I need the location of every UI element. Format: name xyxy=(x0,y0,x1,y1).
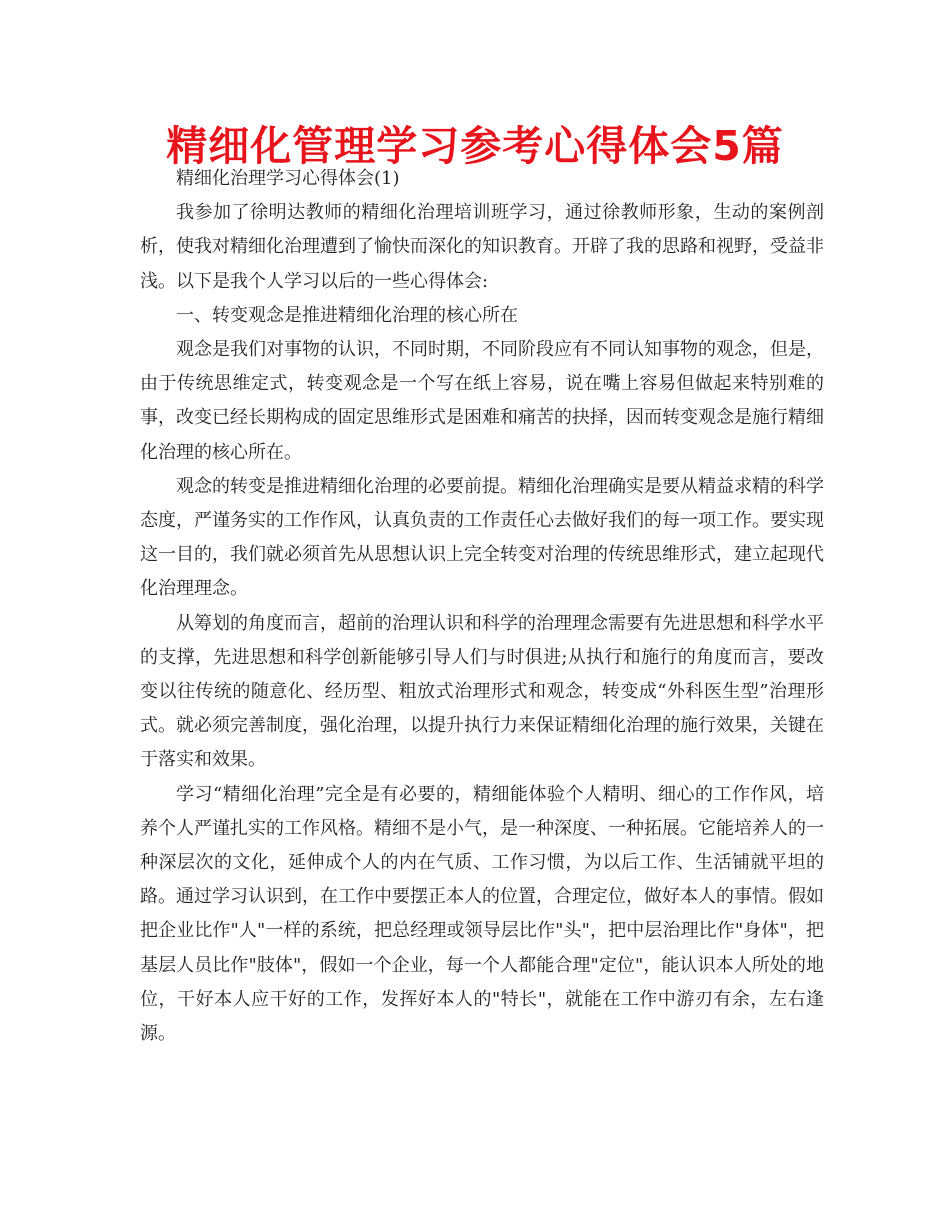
document-body xyxy=(140,162,824,1051)
paragraph: 我参加了徐明达教师的精细化治理培训班学习，通过徐教师形象，生动的案例剖析，使我对精细化治理遭到了愉快而深化的知识教育。开辟了我的思路和视野，受益非浅。以下是我个人学习以后的一些心得体会: xyxy=(140,202,824,292)
sub-heading: 一、转变观念是推进精细化治理的核心所在 xyxy=(176,304,518,326)
paragraph: 学习“精细化治理”完全是有必要的，精细能体验个人精明、细心的工作作风，培养个人严谨扎实的工作风格。精细不是小气，是一种深度、一种拓展。它能培养人的一种深层次的文化，延伸成个人的内在气质、工作习惯，为以后工作、生活铺就平坦的路。通过学习认识到，在工作中要摆正本人的位置，合理定位，做好本人的事情。假如把企业比作"人"一样的系统，把总经理或领导层比作"头"，把中层治理比作"身体"，把基层人员比作"肢体"，假如一个企业，每一个人都能合理"定位"，能认识本人所处的地位，干好本人应干好的工作，发挥好本人的"特长"，就能在工作中游刃有余，左右逢源。 xyxy=(140,783,824,1045)
document-title: 精细化管理学习参考心得体会5篇 xyxy=(166,122,784,170)
paragraph: 观念的转变是推进精细化治理的必要前提。精细化治理确实是要从精益求精的科学态度，严谨务实的工作作风，认真负责的工作责任心去做好我们的每一项工作。要实现这一目的，我们就必须首先从思想认识上完全转变对治理的传统思维形式，建立起现代化治理理念。 xyxy=(140,475,824,600)
paragraph: 观念是我们对事物的认识，不同时期，不同阶段应有不同认知事物的观念，但是，由于传统思维定式，转变观念是一个写在纸上容易，说在嘴上容易但做起来特别难的事，改变已经长期构成的固定思维形式是困难和痛苦的抉择，因而转变观念是施行精细化治理的核心所在。 xyxy=(140,339,824,463)
paragraph: 从筹划的角度而言，超前的治理认识和科学的治理理念需要有先进思想和科学水平的支撑，先进思想和科学创新能够引导人们与时俱进;从执行和施行的角度而言，要改变以往传统的随意化、经历型、粗放式治理形式和观念，转变成“外科医生型”治理形式。就必须完善制度，强化治理，以提升执行力来保证精细化治理的施行效果，关键在于落实和效果。 xyxy=(140,612,824,771)
section-heading: 精细化治理学习心得体会(1) xyxy=(176,168,400,189)
